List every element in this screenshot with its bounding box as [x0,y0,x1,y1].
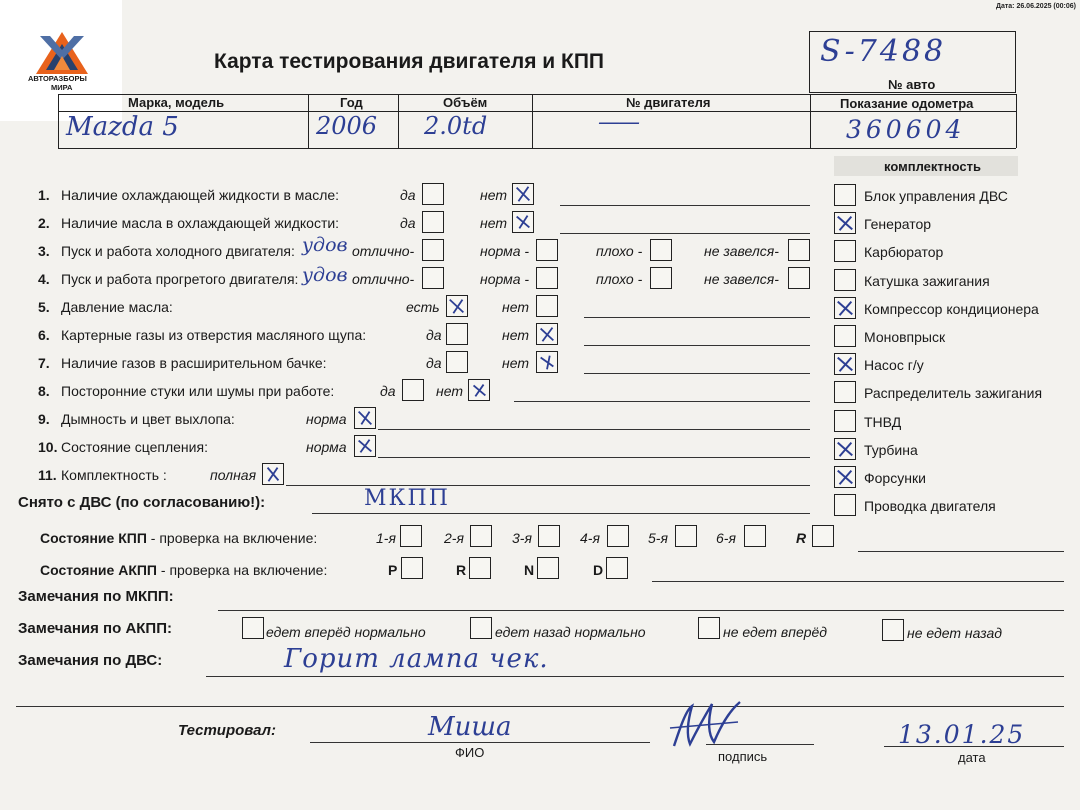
completeness-checkbox[interactable] [834,438,856,460]
tested-label: Тестировал: [178,722,276,739]
check-mark-icon [447,296,467,316]
option-label: отлично- [352,243,415,259]
item-number: 10. [38,439,58,455]
odometer-value: 360604 [846,115,966,144]
remarks-dvs-label: Замечания по ДВС: [18,652,163,669]
print-date-stamp: Дата: 26.06.2025 (00:06) [995,3,1076,10]
removed-value: МКПП [364,486,450,511]
item-7-yes-checkbox[interactable] [446,351,468,373]
year-value: 2006 [316,112,378,140]
option-label: норма - [480,243,530,259]
item-10-normal-checkbox[interactable] [354,435,376,457]
option-label: нет [502,299,529,315]
option-label: не завелся- [704,243,779,259]
option-label: нет [480,187,507,203]
option-label: да [400,187,416,203]
akpp-d-checkbox[interactable] [606,557,628,579]
completeness-checkbox[interactable] [834,297,856,319]
item-number: 4. [38,271,50,287]
gear-label: N [524,562,535,578]
completeness-checkbox[interactable] [834,240,856,262]
item-number: 8. [38,383,50,399]
option-label: плохо - [596,271,643,287]
gear-label: R [456,562,467,578]
volume-label: Объём [443,95,488,110]
item-text: Картерные газы из отверстия масляного щупа: [61,327,367,343]
item-number: 3. [38,243,50,259]
removed-label: Снято с ДВС (по согласованию!): [18,494,266,511]
gear-label: 1-я [376,530,396,546]
item-number: 6. [38,327,50,343]
item-4-bad-checkbox[interactable] [650,267,672,289]
item-2-yes-checkbox[interactable] [422,211,444,233]
item-8-yes-checkbox[interactable] [402,379,424,401]
check-mark-icon [537,352,557,372]
completeness-item-label: ТНВД [864,414,902,430]
check-mark-icon [355,436,375,456]
check-mark-icon [469,380,489,400]
gear-label: 5-я [648,530,668,546]
item-5-yes-checkbox[interactable] [446,295,468,317]
check-mark-icon [513,212,533,232]
akpp-r-checkbox[interactable] [469,557,491,579]
option-label: нет [480,215,507,231]
completeness-checkbox[interactable] [834,212,856,234]
gear-label: 6-я [716,530,736,546]
item-number: 1. [38,187,50,203]
item-text: Состояние сцепления: [61,439,208,455]
item-3-normal-checkbox[interactable] [536,239,558,261]
auto-number-label: № авто [888,77,936,92]
gear-4-checkbox[interactable] [607,525,629,547]
date-value: 13.01.25 [898,720,1026,749]
akpp-option-label: не едет вперёд [723,624,828,640]
gear-1-checkbox[interactable] [400,525,422,547]
completeness-item-label: Карбюратор [864,244,944,260]
item-5-no-checkbox[interactable] [536,295,558,317]
option-label: плохо - [596,243,643,259]
completeness-checkbox[interactable] [834,410,856,432]
item-text: Пуск и работа холодного двигателя: [61,243,295,259]
year-label: Год [340,95,363,110]
item-text: Дымность и цвет выхлопа: [61,411,235,427]
item-2-no-checkbox[interactable] [512,211,534,233]
item-text: Комплектность : [61,467,167,483]
check-mark-icon [537,324,557,344]
signature-icon [668,698,748,754]
completeness-title: комплектность [884,159,981,174]
gear-label: D [593,562,604,578]
company-logo-icon [34,30,90,76]
item-9-normal-checkbox[interactable] [354,407,376,429]
completeness-item-label: Турбина [864,442,918,458]
option-label: да [426,355,442,371]
item-text: Давление масла: [61,299,173,315]
item-number: 11. [38,467,57,483]
check-mark-icon [835,439,855,459]
item-4-not-started-checkbox[interactable] [788,267,810,289]
akpp-option-label: едет вперёд нормально [266,624,426,640]
option-label: норма - [480,271,530,287]
option-label: норма [306,439,347,455]
item-3-not-started-checkbox[interactable] [788,239,810,261]
logo-text-line2: МИРА [51,83,73,92]
model-value: Mazda 5 [66,112,179,142]
check-mark-icon [835,354,855,374]
item-3-bad-checkbox[interactable] [650,239,672,261]
option-label: да [400,215,416,231]
odometer-label: Показание одометра [840,96,974,111]
item-6-yes-checkbox[interactable] [446,323,468,345]
option-label: да [380,383,396,399]
gear-3-checkbox[interactable] [538,525,560,547]
auto-number-value: S-7488 [820,34,947,69]
tester-name: Миша [428,712,512,742]
akpp-p-checkbox[interactable] [401,557,423,579]
option-label: нет [436,383,463,399]
check-mark-icon [263,464,283,484]
completeness-checkbox[interactable] [834,184,856,206]
engine-number-label: № двигателя [626,95,711,110]
option-label: норма [306,411,347,427]
remarks-dvs-value: Горит лампа чек. [284,644,549,674]
completeness-item-label: Моновпрыск [864,329,946,345]
completeness-item-label: Распределитель зажигания [864,385,1043,401]
akpp-no-backward-checkbox[interactable] [882,619,904,641]
completeness-checkbox[interactable] [834,381,856,403]
item-text: Посторонние стуки или шумы при работе: [61,383,335,399]
item-8-no-checkbox[interactable] [468,379,490,401]
completeness-checkbox[interactable] [834,353,856,375]
item-number: 2. [38,215,50,231]
option-label: не завелся- [704,271,779,287]
gear-r-checkbox[interactable] [812,525,834,547]
check-mark-icon [513,184,533,204]
model-label: Марка, модель [128,95,225,110]
gear-5-checkbox[interactable] [675,525,697,547]
completeness-item-label: Форсунки [864,470,926,486]
gear-6-checkbox[interactable] [744,525,766,547]
item-text: Наличие охлаждающей жидкости в масле: [61,187,340,203]
completeness-item-label: Компрессор кондиционера [864,301,1039,317]
logo-area [0,0,122,121]
fio-label: ФИО [455,745,485,760]
completeness-item-label: Катушка зажигания [864,273,990,289]
logo-text-line1: АВТОРАЗБОРЫ [28,74,87,83]
engine-number-value: —— [598,110,638,135]
item-6-no-checkbox[interactable] [536,323,558,345]
item-11-full-checkbox[interactable] [262,463,284,485]
akpp-no-forward-checkbox[interactable] [698,617,720,639]
mkpp-label-bold: Состояние КПП [40,530,147,546]
item-1-yes-checkbox[interactable] [422,183,444,205]
akpp-label: - проверка на включение: [157,562,328,578]
completeness-item-label: Блок управления ДВС [864,188,1008,204]
date-label: дата [958,750,986,765]
completeness-checkbox[interactable] [834,494,856,516]
gear-label: R [796,530,807,546]
check-mark-icon [355,408,375,428]
akpp-n-checkbox[interactable] [537,557,559,579]
gear-label: 2-я [444,530,464,546]
completeness-checkbox[interactable] [834,466,856,488]
option-label: да [426,327,442,343]
option-label: есть [406,299,440,315]
remarks-mkpp-label: Замечания по МКПП: [18,588,174,605]
check-mark-icon [835,298,855,318]
option-label: нет [502,355,529,371]
gear-label: 4-я [580,530,600,546]
gear-label: P [388,562,398,578]
akpp-backward-ok-checkbox[interactable] [470,617,492,639]
item-7-no-checkbox[interactable] [536,351,558,373]
akpp-option-label: едет назад нормально [495,624,646,640]
completeness-item-label: Генератор [864,216,932,232]
item-3-excellent-checkbox[interactable] [422,239,444,261]
completeness-checkbox[interactable] [834,325,856,347]
check-mark-icon [835,213,855,233]
option-label: полная [210,467,257,483]
item-number: 5. [38,299,50,315]
page-title: Карта тестирования двигателя и КПП [214,50,605,73]
item-text: Наличие газов в расширительном бачке: [61,355,327,371]
option-label: отлично- [352,271,415,287]
gear-2-checkbox[interactable] [470,525,492,547]
item-text: Наличие масла в охлаждающей жидкости: [61,215,340,231]
item-4-normal-checkbox[interactable] [536,267,558,289]
option-label: нет [502,327,529,343]
mkpp-label: - проверка на включение: [146,530,318,546]
akpp-option-label: не едет назад [907,625,1002,641]
item-4-handwritten: удов [302,264,348,286]
completeness-item-label: Насос г/у [864,357,924,373]
item-4-excellent-checkbox[interactable] [422,267,444,289]
akpp-forward-ok-checkbox[interactable] [242,617,264,639]
completeness-checkbox[interactable] [834,269,856,291]
gear-label: 3-я [512,530,532,546]
akpp-label-bold: Состояние АКПП [40,562,157,578]
signature-label: подпись [718,749,768,764]
volume-value: 2.0td [424,112,488,140]
item-number: 9. [38,411,50,427]
remarks-akpp-label: Замечания по АКПП: [18,620,172,637]
item-text: Пуск и работа прогретого двигателя: [61,271,299,287]
completeness-item-label: Проводка двигателя [864,498,996,514]
item-3-handwritten: удов [302,234,348,256]
check-mark-icon [835,467,855,487]
item-1-no-checkbox[interactable] [512,183,534,205]
item-number: 7. [38,355,50,371]
